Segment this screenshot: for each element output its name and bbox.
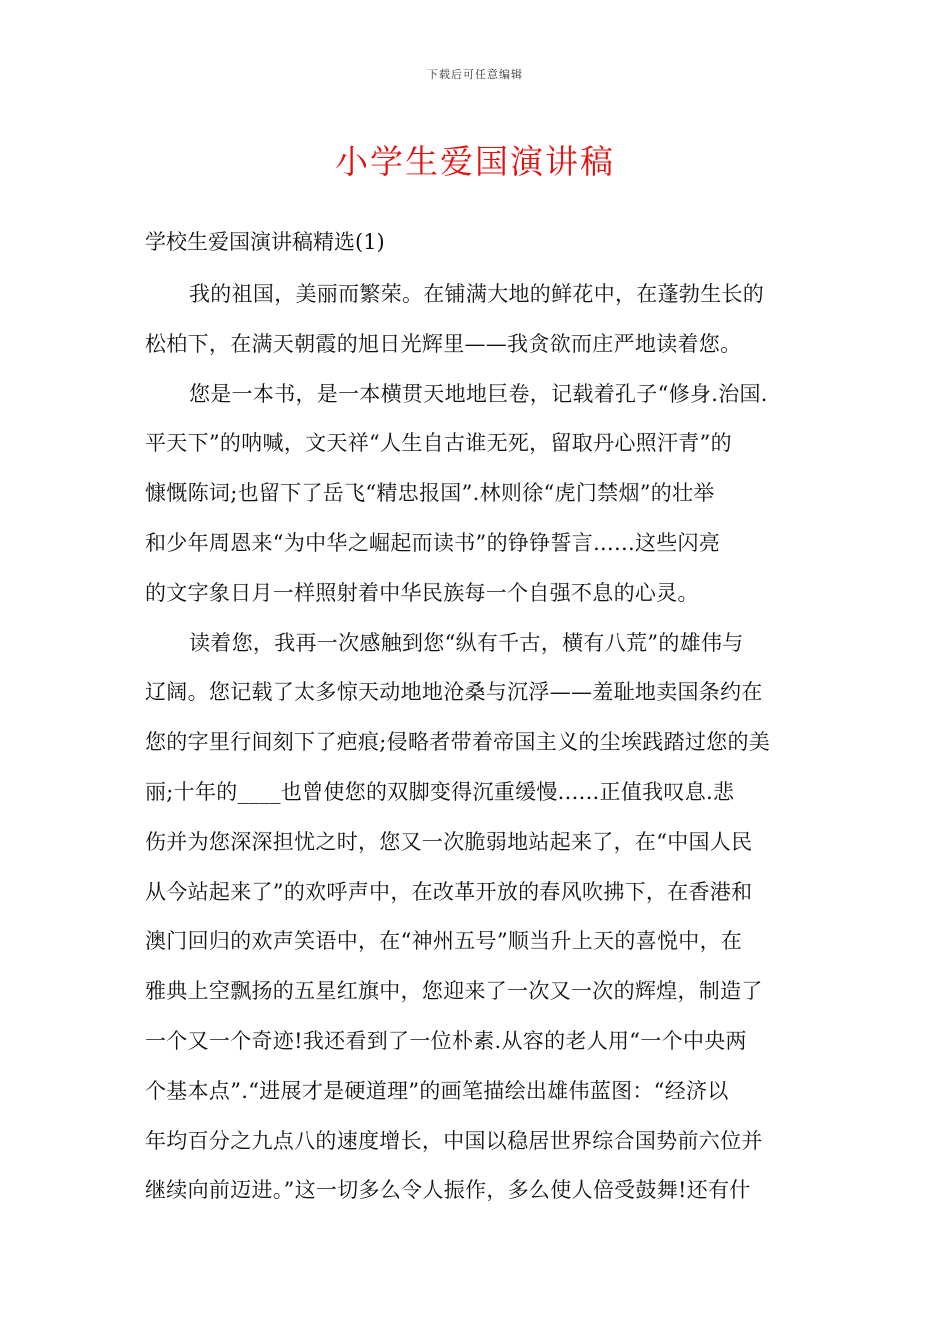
body-line: 的文字象日月一样照射着中华民族每一个自强不息的心灵。 bbox=[145, 580, 699, 605]
body-line: 年均百分之九点八的速度增长，中国以稳居世界综合国势前六位并 bbox=[145, 1128, 763, 1153]
body-line: 从今站起来了”的欢呼声中，在改革开放的春风吹拂下，在香港和 bbox=[145, 879, 753, 904]
body-line: 伤并为您深深担忧之时，您又一次脆弱地站起来了，在“中国人民 bbox=[145, 829, 753, 854]
body-line: 澳门回归的欢声笑语中，在“神州五号”顺当升上天的喜悦中，在 bbox=[145, 929, 743, 954]
speech-body bbox=[145, 278, 815, 1224]
page-title: 小学生爱国演讲稿 bbox=[335, 142, 615, 181]
body-line: 雅典上空飘扬的五星红旗中，您迎来了一次又一次的辉煌，制造了 bbox=[145, 979, 763, 1004]
body-line: 您的字里行间刻下了疤痕;侵略者带着帝国主义的尘埃践踏过您的美 bbox=[145, 730, 771, 755]
body-line: 辽阔。您记载了太多惊天动地地沧桑与沉浮——羞耻地卖国条约在 bbox=[145, 680, 763, 705]
body-line: 继续向前迈进。”这一切多么令人振作，多么使人倍受鼓舞!还有什 bbox=[145, 1178, 751, 1203]
body-line: 读着您，我再一次感触到您“纵有千古，横有八荒”的雄伟与 bbox=[189, 630, 744, 655]
body-line: 一个又一个奇迹!我还看到了一位朴素.从容的老人用“一个中央两 bbox=[145, 1028, 747, 1053]
body-line: 您是一本书，是一本横贯天地地巨卷，记载着孔子“修身.治国. bbox=[189, 381, 768, 406]
body-line: 丽;十年的____也曾使您的双脚变得沉重缓慢......正值我叹息.悲 bbox=[145, 779, 735, 804]
body-line: 个基本点”.“进展才是硬道理”的画笔描绘出雄伟蓝图：“经济以 bbox=[145, 1078, 729, 1103]
body-line: 松柏下，在满天朝霞的旭日光辉里——我贪欲而庄严地读着您。 bbox=[145, 331, 742, 356]
body-line: 平天下”的呐喊，文天祥“人生自古谁无死，留取丹心照汗青”的 bbox=[145, 431, 732, 456]
header-note: 下载后可任意编辑 bbox=[427, 68, 523, 81]
body-line: 慷慨陈词;也留下了岳飞“精忠报国”.林则徐“虎门禁烟”的壮举 bbox=[145, 481, 715, 506]
body-line: 我的祖国，美丽而繁荣。在铺满大地的鲜花中，在蓬勃生长的 bbox=[189, 282, 765, 306]
section-subtitle: 学校生爱国演讲稿精选(1) bbox=[145, 230, 385, 254]
body-line: 和少年周恩来“为中华之崛起而读书”的铮铮誓言......这些闪亮 bbox=[145, 530, 721, 555]
